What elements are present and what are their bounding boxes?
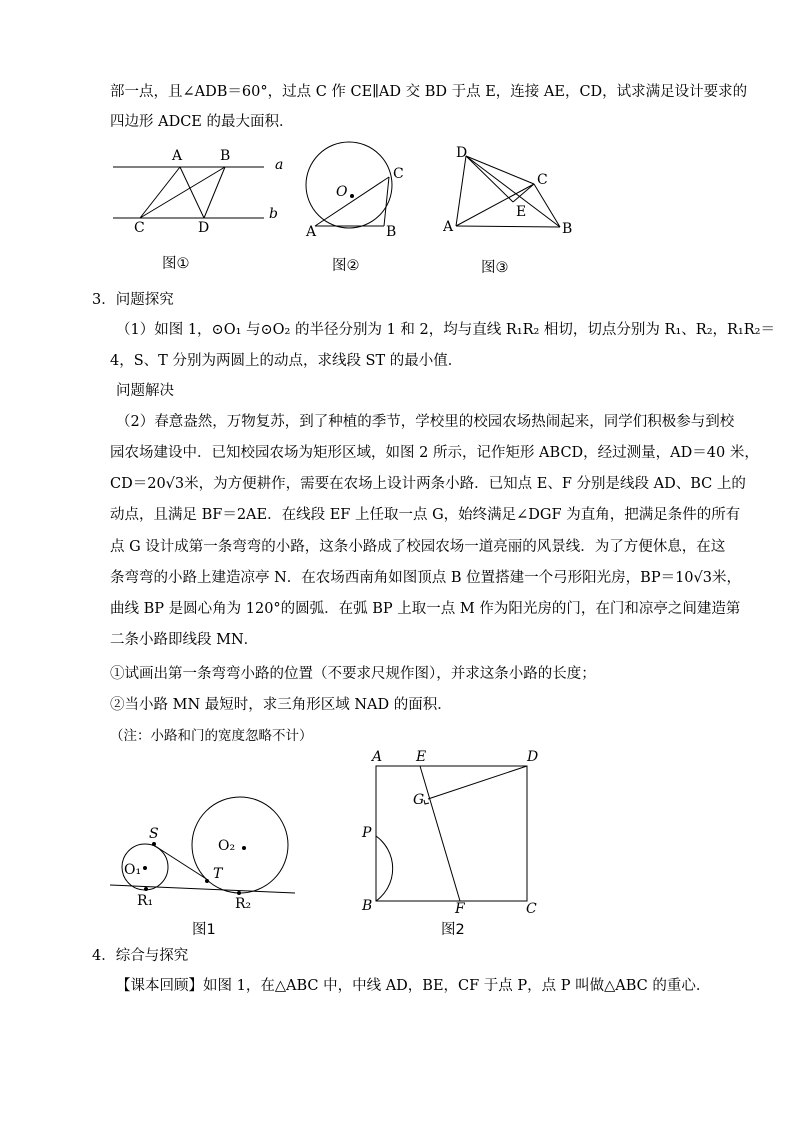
q3-p2-line4: 动点，且满足 BF＝2AE．在线段 EF 上任取一点 G，始终满足∠DGF 为直角，把满足条件的所有 (110, 507, 741, 523)
q3-p2-line7: 曲线 BP 是圆心角为 120°的圆弧．在弧 BP 上取一点 M 作为阳光房的门，在门和凉亭之间建造第 (110, 601, 741, 617)
fig1-label-B: B (220, 148, 231, 164)
fig3-label-D: D (456, 145, 468, 161)
figB-label-C: C (526, 901, 537, 917)
fig2-label-B: B (386, 224, 397, 240)
figA-label-R2: R₂ (235, 896, 252, 912)
q3-p2-line3: CD＝20√3米，为方便耕作，需要在农场上设计两条小路．已知点 E、F 分别是线段 AD、BC 上的 (110, 476, 746, 492)
fig2-label-O: O (336, 184, 348, 200)
q4-title: 4．综合与探究 (92, 948, 189, 964)
figB-label-E: E (416, 749, 427, 765)
fig1-caption: 图① (162, 256, 190, 272)
fig3-caption: 图③ (481, 260, 509, 276)
fig3-label-C: C (537, 172, 548, 188)
q3-p2-line8: 二条小路即线段 MN． (110, 632, 259, 648)
q3-p2-line2: 园农场建设中．已知校园农场为矩形区域，如图 2 所示，记作矩形 ABCD，经过测量，AD＝40 米， (110, 445, 759, 461)
q3-title: 3．问题探究 (92, 292, 174, 308)
figA-label-S: S (149, 826, 159, 842)
figA-caption: 图1 (192, 922, 216, 938)
figA-label-O1: O₁ (124, 862, 142, 878)
q3-note: （注：小路和门的宽度忽略不计） (110, 728, 313, 744)
fig1-label-D: D (198, 220, 210, 236)
q2-text-line1: 部一点，且∠ADB＝60°，过点 C 作 CE∥AD 交 BD 于点 E，连接 AE，CD，试求满足设计要求的 (110, 84, 748, 100)
q3-p2-line5: 点 G 设计成第一条弯弯的小路，这条小路成了校园农场一道亮丽的风景线．为了方便休息，在这 (110, 539, 726, 555)
figB-label-P: P (362, 825, 372, 841)
figB-label-A: A (372, 749, 383, 765)
fig1-label-C: C (134, 220, 145, 236)
figA-label-R1: R₁ (137, 893, 154, 909)
q3-p1-line1: （1）如图 1，⊙O₁ 与⊙O₂ 的半径分别为 1 和 2，均与直线 R₁R₂ 相切，切点分别为 R₁、R₂，R₁R₂＝ (116, 322, 775, 338)
fig3-label-A: A (443, 219, 454, 235)
fig2-label-C: C (393, 166, 404, 182)
fig1-label-A: A (172, 148, 183, 164)
fig3-label-E: E (516, 204, 527, 220)
figB-caption: 图2 (441, 922, 465, 938)
q3-task2: ②当小路 MN 最短时，求三角形区域 NAD 的面积． (110, 697, 452, 713)
figB-label-G: G (413, 792, 425, 808)
q3-task1: ①试画出第一条弯弯小路的位置（不要求尺规作图），并求这条小路的长度； (110, 666, 596, 682)
fig2-caption: 图② (332, 258, 360, 274)
q4-line1: 【课本回顾】如图 1，在△ABC 中，中线 AD，BE，CF 于点 P，点 P 叫做△ABC 的重心． (116, 978, 711, 994)
fig2-label-A: A (306, 224, 317, 240)
fig3-label-B: B (562, 221, 573, 237)
q3-p1-line2: 4，S、T 分别为两圆上的动点，求线段 ST 的最小值． (110, 353, 463, 369)
q3-p2-line6: 条弯弯的小路上建造凉亭 N．在农场西南角如图顶点 B 位置搭建一个弓形阳光房，BP＝10√3米， (110, 570, 741, 586)
figB-label-F: F (455, 901, 465, 917)
figA-label-T: T (213, 866, 223, 882)
fig1-label-b: b (269, 206, 278, 222)
figA-label-O2: O₂ (218, 838, 236, 854)
q2-text-line2: 四边形 ADCE 的最大面积． (110, 114, 294, 130)
figB-label-B: B (362, 898, 373, 914)
fig1-label-a: a (275, 157, 284, 173)
q3-subtitle: 问题解决 (116, 383, 174, 399)
q3-p2-line1: （2）春意盎然，万物复苏，到了种植的季节，学校里的校园农场热闹起来，同学们积极参与到校 (116, 414, 735, 430)
figB-label-D: D (527, 749, 539, 765)
